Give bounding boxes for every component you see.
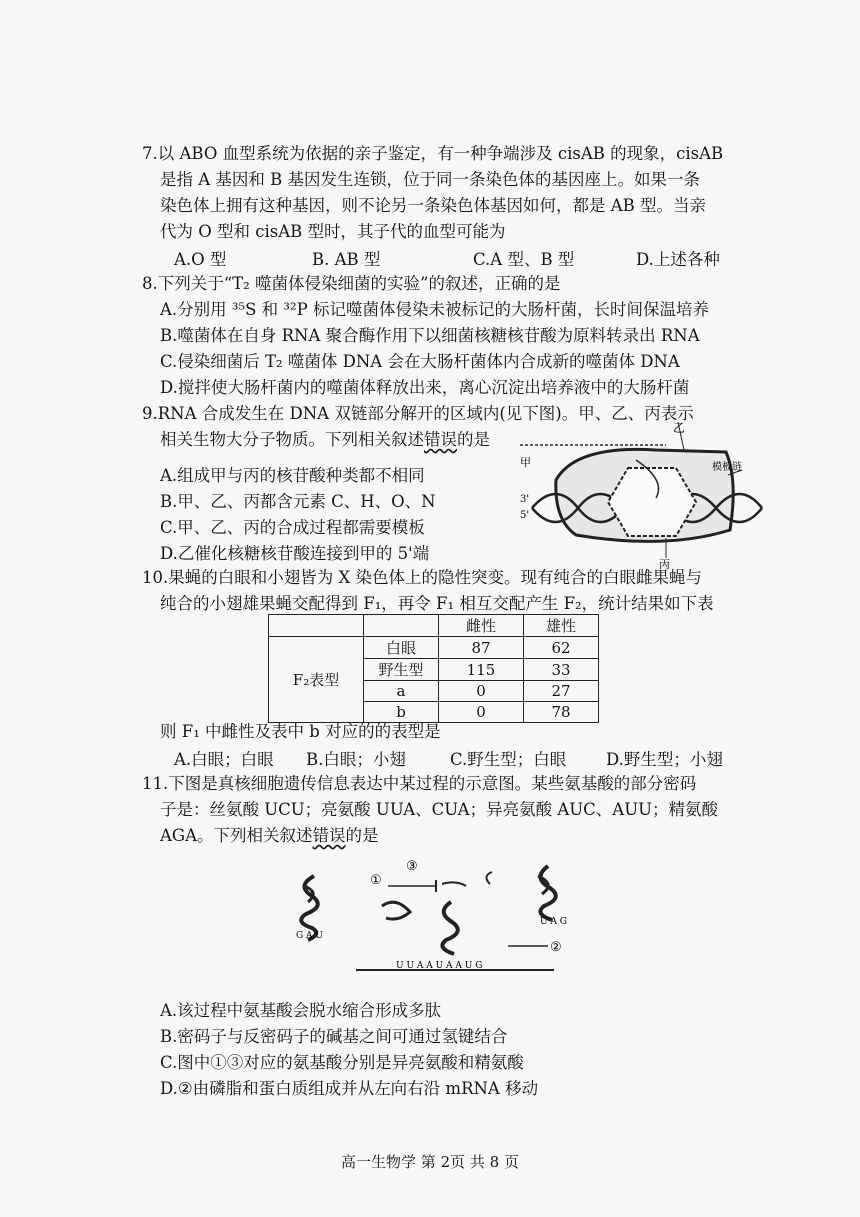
label-3prime: 3' (520, 494, 530, 505)
table-header-cell: 雌性 (439, 615, 524, 637)
q8-option-a: A.分别用 ³⁵S 和 ³²P 标记噬菌体侵染未被标记的大肠杆菌，长时间保温培养 (160, 300, 710, 319)
q8-option-d: D.搅拌使大肠杆菌内的噬菌体释放出来，离心沉淀出培养液中的大肠杆菌 (160, 378, 690, 397)
table-cell: 野生型 (364, 659, 439, 681)
q8-option-b: B.噬菌体在自身 RNA 聚合酶作用下以细菌核糖核苷酸为原料转录出 RNA (160, 326, 700, 345)
q10-option-d: D.野生型；小翅 (606, 750, 723, 769)
table-cell: 0 (439, 681, 524, 702)
label-template: 模板链 (712, 462, 742, 473)
marker-1: ① (370, 873, 382, 888)
translation-diagram (286, 856, 596, 980)
page-footer: 高一生物学 第 2页 共 8 页 (341, 1153, 519, 1171)
table-cell: 27 (524, 681, 599, 702)
table-cell: 33 (524, 659, 599, 681)
q11-emphasis: 错误 (312, 826, 346, 845)
f2-table (268, 614, 599, 723)
q8-stem: 8.下列关于“T₂ 噬菌体侵染细菌的实验”的叙述，正确的是 (142, 274, 561, 293)
transcription-diagram (516, 420, 776, 570)
q11-option-a: A.该过程中氨基酸会脱水缩合形成多肽 (160, 1001, 442, 1020)
q9-option-b: B.甲、乙、丙都含元素 C、H、O、N (160, 492, 436, 511)
anticodon-right: U A G (540, 917, 567, 927)
q10-option-a: A.白眼；白眼 (174, 750, 274, 769)
q7-line-4: 代为 O 型和 cisAB 型时，其子代的血型可能为 (160, 222, 506, 241)
q7-line-1: 7.以 ABO 血型系统为依据的亲子鉴定，有一种争端涉及 cisAB 的现象，cisAB (142, 144, 724, 163)
table-header-row (269, 615, 599, 637)
q10-question: 则 F₁ 中雌性及表中 b 对应的的表型是 (160, 722, 441, 741)
label-jia: 甲 (520, 456, 531, 469)
ribosome-fragment (382, 902, 410, 919)
q7-option-c: C.A 型、B 型 (473, 250, 575, 269)
label-yi: 乙 (673, 421, 686, 435)
q11-line-1: 11.下图是真核细胞遗传信息表达中某过程的示意图。某些氨基酸的部分密码 (142, 774, 697, 793)
q7-option-a: A.O 型 (174, 250, 227, 269)
marker-2: ② (550, 940, 562, 955)
table-cell: 78 (524, 702, 599, 723)
q10-option-c: C.野生型；白眼 (450, 750, 567, 769)
q7-line-3: 染色体上拥有这种基因，则不论另一条染色体基因如何，都是 AB 型。当亲 (160, 196, 707, 215)
table-row (269, 637, 599, 659)
table-cell: b (364, 702, 439, 723)
table-cell: 87 (439, 637, 524, 659)
label-bing: 丙 (659, 558, 670, 570)
table-cell: 62 (524, 637, 599, 659)
mrna-bases: U U A A U A A U G (396, 961, 483, 971)
q7-line-2: 是指 A 基因和 B 基因发生连锁，位于同一条染色体的基因座上。如果一条 (160, 170, 701, 189)
table-header-cell (364, 615, 439, 637)
q11-option-b: B.密码子与反密码子的碱基之间可通过氢键结合 (160, 1027, 508, 1046)
label-5prime: 5' (520, 510, 530, 521)
q8-option-c: C.侵染细菌后 T₂ 噬菌体 DNA 会在大肠杆菌体内合成新的噬菌体 DNA (160, 352, 680, 371)
table-cell: 115 (439, 659, 524, 681)
q10-line-2: 纯合的小翅雄果蝇交配得到 F₁，再令 F₁ 相互交配产生 F₂，统计结果如下表 (160, 594, 714, 613)
table-header-cell: 雄性 (524, 615, 599, 637)
q9-line-2: 相关生物大分子物质。下列相关叙述错误的是 (160, 430, 490, 449)
q7-option-b: B. AB 型 (312, 250, 381, 269)
marker-3: ③ (406, 859, 418, 874)
q7-option-d: D.上述各种 (636, 250, 720, 269)
q11-line-3: AGA。下列相关叙述错误的是 (160, 826, 379, 845)
trna-middle (442, 902, 457, 954)
q9-emphasis: 错误 (424, 430, 457, 449)
q11-line-2: 子是：丝氨酸 UCU；亮氨酸 UUA、CUA；异亮氨酸 AUC、AUU；精氨酸 (160, 800, 719, 819)
q9-option-d: D.乙催化核糖核苷酸连接到甲的 5'端 (160, 544, 430, 563)
table-cell: a (364, 681, 439, 702)
q9-option-a: A.组成甲与丙的核苷酸种类都不相同 (160, 466, 425, 485)
table-cell: 0 (439, 702, 524, 723)
q10-line-1: 10.果蝇的白眼和小翅皆为 X 染色体上的隐性突变。现有纯合的白眼雌果蝇与 (142, 568, 702, 587)
q9-line-1: 9.RNA 合成发生在 DNA 双链部分解开的区域内(见下图)。甲、乙、丙表示 (142, 404, 694, 423)
active-site-bing (608, 468, 696, 536)
table-cell: 白眼 (364, 637, 439, 659)
anticodon-left: G A U (296, 931, 323, 941)
q11-option-c: C.图中①③对应的氨基酸分别是异亮氨酸和精氨酸 (160, 1053, 524, 1072)
table-header-cell (269, 615, 364, 637)
q11-option-d: D.②由磷脂和蛋白质组成并从左向右沿 mRNA 移动 (160, 1079, 539, 1098)
q9-option-c: C.甲、乙、丙的合成过程都需要模板 (160, 518, 425, 537)
table-group-label: F₂表型 (269, 637, 364, 723)
q10-option-b: B.白眼；小翅 (306, 750, 406, 769)
